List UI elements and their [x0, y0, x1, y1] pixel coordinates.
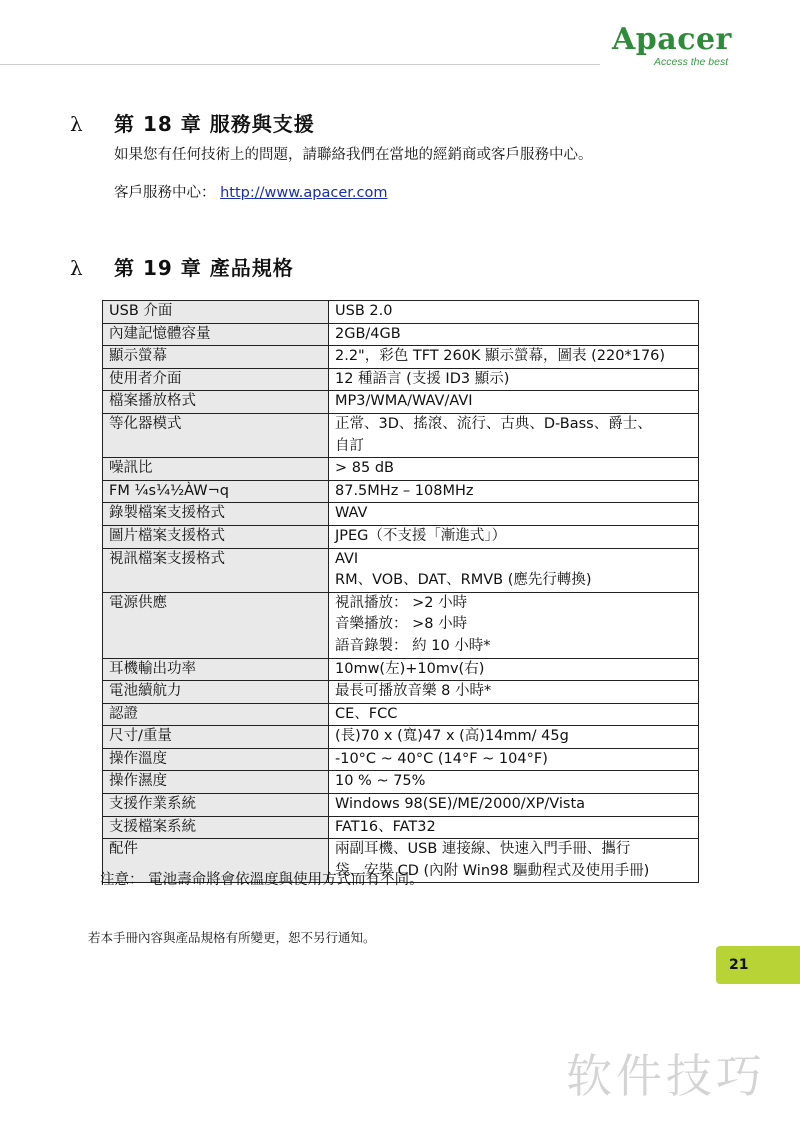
table-row: [103, 413, 699, 457]
spec-value-line: 視訊播放： >2 小時: [335, 594, 468, 611]
note-label: 注意：: [100, 872, 144, 888]
spec-value: [329, 525, 699, 548]
spec-table: [102, 300, 699, 883]
spec-value-line: RM、VOB、DAT、RMVB (應先行轉換): [335, 572, 592, 589]
spec-label: 尺寸/重量: [103, 726, 329, 749]
spec-value: [329, 323, 699, 346]
spec-value-line: 10mw(左)+10mv(右): [335, 660, 485, 677]
spec-label: 視訊檔案支援格式: [103, 548, 329, 592]
spec-label: 顯示螢幕: [103, 346, 329, 369]
spec-value: [329, 548, 699, 592]
note-text: 電池壽命將會依溫度與使用方式而有不同。: [148, 872, 424, 888]
spec-label: 電源供應: [103, 592, 329, 658]
spec-label: 使用者介面: [103, 368, 329, 391]
spec-value: [329, 592, 699, 658]
spec-value-line: (長)70 x (寬)47 x (高)14mm/ 45g: [335, 728, 569, 745]
spec-label: 噪訊比: [103, 458, 329, 481]
table-row: [103, 480, 699, 503]
table-row: [103, 503, 699, 526]
table-row: [103, 458, 699, 481]
spec-value-line: JPEG（不支援「漸進式」）: [335, 527, 507, 544]
spec-value: [329, 391, 699, 414]
table-row: [103, 301, 699, 324]
table-row: [103, 368, 699, 391]
spec-value: [329, 413, 699, 457]
brand-name: Apacer: [612, 22, 732, 57]
table-row: [103, 391, 699, 414]
spec-label: 配件: [103, 839, 329, 883]
table-row: [103, 748, 699, 771]
spec-value-line: > 85 dB: [335, 460, 394, 477]
spec-label: 支援檔案系統: [103, 816, 329, 839]
support-paragraph: 如果您有任何技術上的問題，請聯絡我們在當地的經銷商或客戶服務中心。: [114, 147, 593, 163]
spec-label: USB 介面: [103, 301, 329, 324]
spec-value-line: 音樂播放： >8 小時: [335, 616, 468, 633]
table-row: [103, 794, 699, 817]
spec-value: [329, 658, 699, 681]
spec-label: 檔案播放格式: [103, 391, 329, 414]
spec-change-disclaimer: 若本手冊內容與產品規格有所變更，恕不另行通知。: [88, 930, 376, 945]
spec-label: 支援作業系統: [103, 794, 329, 817]
table-row: [103, 592, 699, 658]
spec-value-line: Windows 98(SE)/ME/2000/XP/Vista: [335, 796, 586, 813]
spec-label: FM ¼s¼½ÀW¬q: [103, 480, 329, 503]
table-row: [103, 681, 699, 704]
table-row: [103, 323, 699, 346]
section-18-title: 第 18 章 服務與支援: [114, 112, 315, 136]
spec-value-line: 最長可播放音樂 8 小時*: [335, 683, 492, 700]
spec-value-line: 語音錄製： 約 10 小時*: [335, 637, 491, 654]
table-row: [103, 771, 699, 794]
spec-label: 操作濕度: [103, 771, 329, 794]
spec-value-line: 兩副耳機、USB 連接線、快速入門手冊、攜行: [335, 841, 631, 858]
spec-value-line: 2GB/4GB: [335, 325, 401, 342]
spec-value: [329, 346, 699, 369]
spec-value-line: 正常、3D、搖滾、流行、古典、D-Bass、爵士、: [335, 415, 652, 432]
spec-value-line: 袋、安裝 CD (內附 Win98 驅動程式及使用手冊): [335, 862, 650, 879]
spec-label: 內建記憶體容量: [103, 323, 329, 346]
spec-value: [329, 816, 699, 839]
spec-value-line: MP3/WMA/WAV/AVI: [335, 393, 473, 410]
service-center-link[interactable]: http://www.apacer.com: [220, 185, 388, 201]
spec-value: [329, 748, 699, 771]
spec-value-line: CE、FCC: [335, 705, 398, 722]
service-center-label: 客戶服務中心：: [114, 185, 216, 201]
header-rule: [0, 64, 600, 65]
table-row: [103, 346, 699, 369]
table-row: [103, 658, 699, 681]
table-row: [103, 525, 699, 548]
spec-label: 操作溫度: [103, 748, 329, 771]
battery-note: [100, 868, 424, 889]
spec-value-line: 10 % ~ 75%: [335, 773, 426, 790]
spec-value-line: FAT16、FAT32: [335, 818, 436, 835]
table-row: [103, 548, 699, 592]
spec-label: 等化器模式: [103, 413, 329, 457]
section-18-heading: [70, 108, 315, 137]
spec-value-line: WAV: [335, 505, 368, 522]
bullet-icon: λ: [70, 256, 83, 280]
spec-value-line: -10°C ~ 40°C (14°F ~ 104°F): [335, 750, 548, 767]
spec-value: [329, 458, 699, 481]
brand-tagline: Access the best: [654, 56, 729, 68]
watermark-text: 软件技巧: [566, 1049, 766, 1103]
table-row: [103, 703, 699, 726]
spec-label: 認證: [103, 703, 329, 726]
spec-value: [329, 726, 699, 749]
section-19-heading: [70, 252, 294, 281]
spec-value-line: 2.2"，彩色 TFT 260K 顯示螢幕，圖表 (220*176): [335, 348, 666, 365]
table-row: [103, 816, 699, 839]
spec-label: 耳機輸出功率: [103, 658, 329, 681]
spec-value-line: AVI: [335, 550, 359, 567]
spec-value: [329, 368, 699, 391]
spec-value-line: 自訂: [335, 437, 364, 454]
bullet-icon: λ: [70, 112, 83, 136]
service-center-line: [114, 181, 387, 202]
spec-value: [329, 480, 699, 503]
section-19-title: 第 19 章 產品規格: [114, 256, 294, 280]
spec-label: 電池續航力: [103, 681, 329, 704]
spec-value-line: 87.5MHz – 108MHz: [335, 482, 474, 499]
brand-logo: [612, 22, 742, 72]
spec-value-line: 12 種語言 (支援 ID3 顯示): [335, 370, 510, 387]
spec-value: [329, 703, 699, 726]
spec-value-line: USB 2.0: [335, 303, 393, 319]
spec-value: [329, 503, 699, 526]
page-number: 21: [716, 946, 800, 984]
table-row: [103, 726, 699, 749]
spec-value: [329, 771, 699, 794]
spec-value: [329, 794, 699, 817]
spec-value: [329, 681, 699, 704]
spec-label: 錄製檔案支援格式: [103, 503, 329, 526]
spec-value: [329, 301, 699, 324]
spec-label: 圖片檔案支援格式: [103, 525, 329, 548]
